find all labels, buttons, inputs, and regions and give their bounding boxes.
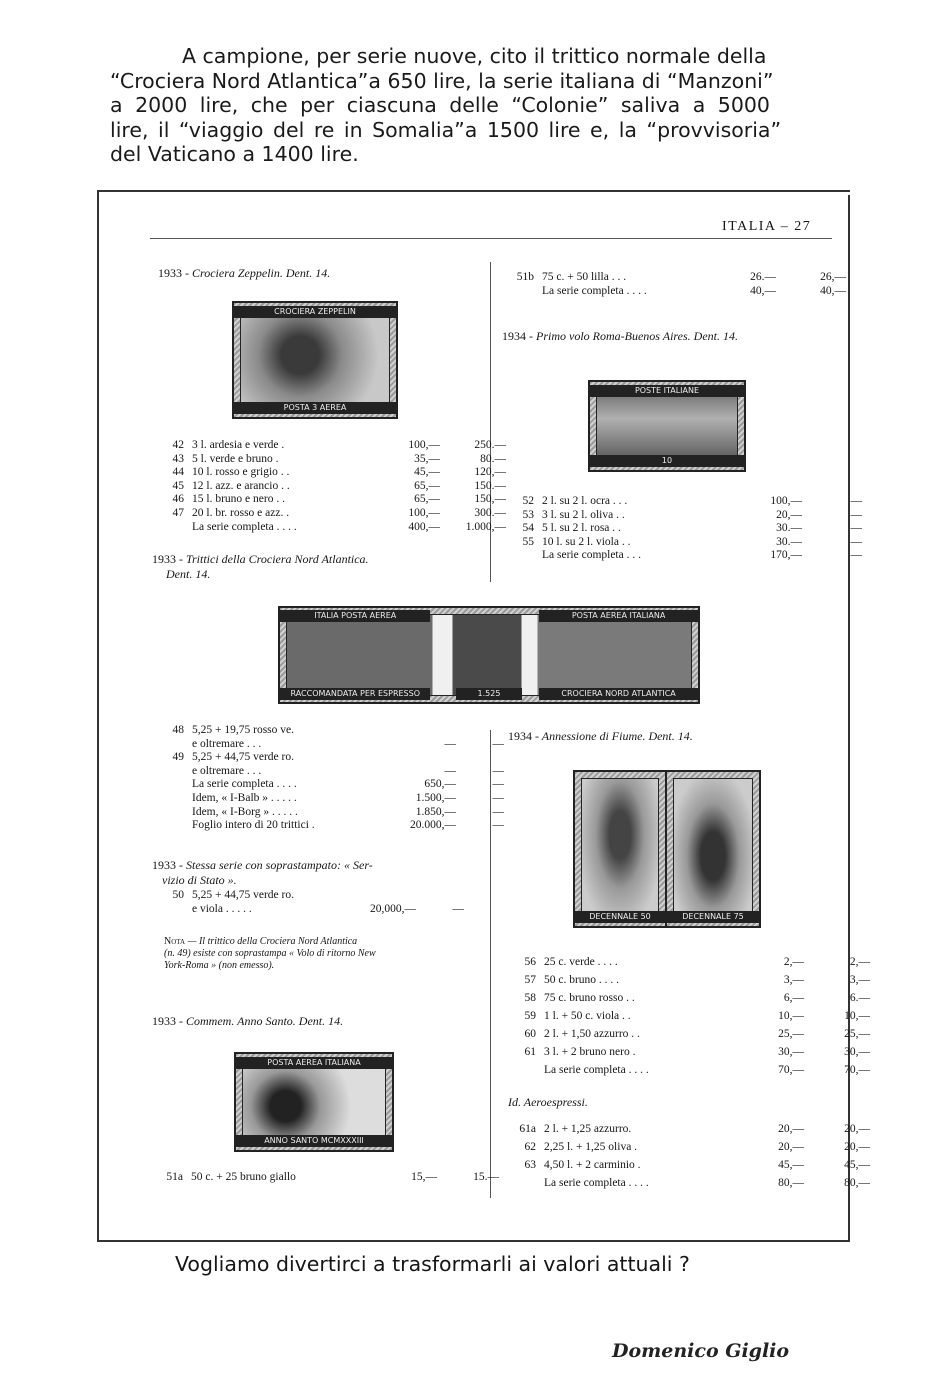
stamp-table-buenos-aires: [508, 495, 864, 563]
price-used: 250.—: [474, 439, 506, 451]
price-mint: 45,—: [414, 466, 440, 479]
price-used: 1.000,—: [465, 520, 506, 533]
price-mint: [384, 751, 458, 765]
price-used: 30,—: [844, 1046, 870, 1058]
price-mint: 10,—: [778, 1010, 804, 1022]
stamp-description: 1 l. + 50 c. viola . .: [544, 1010, 631, 1022]
price-used: —: [492, 819, 504, 832]
catalog-number: 61: [524, 1046, 536, 1058]
section-year: 1934 -: [502, 329, 533, 343]
catalog-number: 63: [524, 1159, 536, 1171]
table-row: [508, 1156, 872, 1174]
stamp-image-fiume-50: [573, 770, 667, 928]
section-title-fiume: [508, 729, 693, 744]
price-used: —: [850, 508, 862, 521]
catalog-number: [152, 792, 190, 806]
stamp-caption: DECENNALE 75: [667, 911, 759, 923]
stamp-image-buenos-aires: [588, 380, 746, 472]
price-mint: 100,—: [770, 495, 802, 507]
header-rule: [150, 238, 832, 239]
closing-question: Vogliamo divertirci a trasformarli ai valori attuali ?: [175, 1252, 690, 1276]
catalog-number: [508, 549, 540, 563]
stamp-caption: POSTA 3 AEREA: [234, 402, 396, 414]
catalog-number: 58: [524, 992, 536, 1004]
stamp-description: 75 c. bruno rosso . .: [544, 992, 635, 1004]
stamp-description: 50 c. + 25 bruno giallo: [191, 1171, 296, 1183]
stamp-caption: RACCOMANDATA PER ESPRESSO: [280, 688, 430, 700]
price-mint: 2,—: [783, 956, 804, 968]
price-mint: 15,—: [411, 1171, 437, 1183]
price-used: 10,—: [844, 1010, 870, 1022]
catalog-number: 45: [172, 479, 184, 492]
price-used: 2,—: [849, 956, 870, 968]
price-used: 80,—: [844, 1177, 870, 1189]
catalog-number: [508, 1174, 542, 1192]
table-row: [152, 819, 506, 833]
price-mint: 100,—: [408, 439, 440, 451]
section-name: Annessione di Fiume. Dent. 14.: [541, 729, 693, 743]
catalog-number: 60: [524, 1028, 536, 1040]
price-used: 300.—: [474, 506, 506, 519]
table-row: [508, 953, 872, 971]
table-row: [508, 1138, 872, 1156]
price-used: 45,—: [844, 1159, 870, 1171]
price-used: [458, 751, 506, 765]
stamp-description: 5 l. su 2 l. rosa . .: [542, 522, 621, 535]
section-title-trittici: [152, 552, 369, 582]
price-used: —: [850, 522, 862, 535]
stamp-description: La serie completa . . .: [542, 549, 641, 562]
stamp-description: Idem, « I-Balb » . . . . .: [192, 791, 297, 804]
section-name: Primo volo Roma-Buenos Aires. Dent. 14.: [536, 329, 738, 343]
stamp-image-zeppelin: [232, 301, 398, 419]
catalog-number: 49: [172, 751, 184, 764]
catalog-number: 59: [524, 1010, 536, 1022]
table-row: [508, 549, 864, 563]
stamp-description: La serie completa . . . .: [192, 778, 297, 791]
table-row: [508, 1061, 872, 1079]
price-used: 20,—: [844, 1141, 870, 1153]
stamp-description: 2 l. + 1,25 azzurro.: [544, 1123, 632, 1135]
footnote-line: York-Roma » (non emesso).: [164, 960, 275, 971]
footnote-label: Nota: [164, 936, 186, 947]
catalog-number: 53: [522, 508, 534, 521]
table-row: [152, 521, 508, 535]
table-row: [508, 509, 864, 523]
table-row: [508, 1043, 872, 1061]
price-mint: 6,—: [783, 992, 804, 1004]
table-row: [508, 536, 864, 550]
intro-line: A campione, per serie nuove, cito il trittico normale della: [182, 44, 767, 68]
price-mint: 30,—: [778, 1046, 804, 1058]
stamp-description: 3 l. + 2 bruno nero .: [544, 1046, 636, 1058]
intro-paragraph: [110, 44, 830, 167]
catalog-number: 47: [172, 506, 184, 519]
catalog-number: 52: [522, 495, 534, 507]
price-used: 26,—: [820, 271, 846, 283]
section-name: Stessa serie con soprastampato: « Ser-: [186, 858, 373, 872]
stamp-caption: POSTA AEREA ITALIANA: [539, 610, 698, 622]
price-mint: [344, 889, 418, 903]
table-row: [152, 493, 508, 507]
price-mint: 20,000,—: [370, 902, 416, 915]
catalog-number: 55: [522, 535, 534, 548]
stamp-description: La serie completa . . . .: [542, 284, 647, 297]
catalog-page-frame: [97, 190, 850, 1242]
section-name: Commem. Anno Santo. Dent. 14.: [186, 1014, 344, 1028]
price-mint: 100,—: [408, 506, 440, 519]
table-row: [508, 495, 864, 509]
section-title-servizio: [152, 858, 373, 888]
catalog-number: [508, 285, 540, 299]
frame-right-edge: [848, 195, 850, 1240]
table-row: [508, 1120, 872, 1138]
stamp-description: 25 c. verde . . . .: [544, 956, 618, 968]
stamp-table-zeppelin: [152, 439, 508, 534]
stamp-table-anno-santo: [155, 1171, 501, 1185]
table-row: [152, 889, 466, 903]
catalog-number: 61a: [519, 1123, 536, 1135]
stamp-image-anno-santo: [234, 1052, 394, 1152]
section-title-aeroespressi: Id. Aeroespressi.: [508, 1095, 588, 1109]
table-row: [152, 480, 508, 494]
stamp-description: 2 l. su 2 l. ocra . . .: [542, 495, 628, 507]
table-row: [152, 453, 508, 467]
stamp-description: e oltremare . . .: [192, 737, 262, 750]
price-mint: —: [444, 737, 456, 750]
stamp-image-fiume-75: [665, 770, 761, 928]
price-used: 25,—: [844, 1028, 870, 1040]
price-mint: 70,—: [778, 1064, 804, 1076]
price-mint: 20.000,—: [410, 819, 456, 832]
table-row: [152, 806, 506, 820]
table-row: [508, 285, 848, 299]
price-used: 15.—: [473, 1171, 499, 1183]
price-used: —: [492, 737, 504, 750]
price-mint: 65,—: [414, 493, 440, 506]
stamp-description: La serie completa . . . .: [544, 1064, 649, 1076]
price-mint: 30.—: [776, 535, 802, 548]
price-used: 20,—: [844, 1123, 870, 1135]
price-mint: 45,—: [778, 1159, 804, 1171]
price-mint: 40,—: [750, 284, 776, 297]
price-used: [418, 889, 466, 903]
stamp-caption: CROCIERA ZEPPELIN: [234, 306, 396, 318]
price-mint: 20,—: [778, 1123, 804, 1135]
price-used: 3,—: [849, 974, 870, 986]
table-row: [508, 1025, 872, 1043]
stamp-caption: DECENNALE 50: [575, 911, 665, 923]
stamp-description: 10 l. rosso e grigio . .: [192, 466, 290, 479]
section-year: 1933 -: [152, 858, 183, 872]
price-used: —: [492, 805, 504, 818]
section-title-anno-santo: [152, 1014, 343, 1029]
table-row: [152, 751, 506, 765]
price-used: 70,—: [844, 1064, 870, 1076]
price-used: —: [492, 791, 504, 804]
price-mint: [384, 724, 458, 738]
stamp-description: La serie completa . . . .: [544, 1177, 649, 1189]
catalog-number: 54: [522, 522, 534, 535]
stamp-description: 5,25 + 19,75 rosso ve.: [192, 724, 294, 736]
price-mint: 3,—: [783, 974, 804, 986]
stamp-description: 5,25 + 44,75 verde ro.: [192, 889, 294, 901]
stamp-caption: ITALIA POSTA AEREA: [280, 610, 430, 622]
section-title-zeppelin: [158, 266, 330, 281]
table-row: [152, 507, 508, 521]
table-row: [152, 738, 506, 752]
price-used: 6.—: [849, 992, 870, 1004]
catalog-number: 57: [524, 974, 536, 986]
section-year: 1933 -: [158, 266, 189, 280]
catalog-header: ITALIA – 27: [722, 219, 812, 234]
catalog-number: 56: [524, 956, 536, 968]
catalog-number: 62: [524, 1141, 536, 1153]
catalog-number: 51b: [516, 271, 534, 283]
price-mint: 20,—: [776, 508, 802, 521]
catalog-number: 51a: [166, 1171, 183, 1183]
price-used: 40,—: [820, 284, 846, 297]
catalog-number: 42: [172, 439, 184, 451]
section-year: 1933 -: [152, 1014, 183, 1028]
price-used: 150.—: [474, 479, 506, 492]
stamp-description: La serie completa . . . .: [192, 520, 297, 533]
table-row: [508, 271, 848, 285]
intro-line: “Crociera Nord Atlantica”a 650 lire, la serie italiana di “Manzoni”: [110, 68, 774, 93]
table-row: [152, 466, 508, 480]
price-used: —: [850, 549, 862, 562]
catalog-number: [508, 1061, 542, 1079]
price-mint: 65,—: [414, 479, 440, 492]
author-signature: Domenico Giglio: [612, 1340, 790, 1362]
table-row: [508, 1007, 872, 1025]
section-subtitle: vizio di Stato ».: [162, 873, 237, 887]
table-row: [152, 724, 506, 738]
table-row: [155, 1171, 501, 1185]
stamp-caption: ANNO SANTO MCMXXXIII: [236, 1135, 392, 1147]
catalog-number: 44: [172, 466, 184, 479]
stamp-description: 4,50 l. + 2 carminio .: [544, 1159, 641, 1171]
price-used: —: [492, 764, 504, 777]
stamp-description: e oltremare . . .: [192, 764, 262, 777]
stamp-caption: POSTA AEREA ITALIANA: [236, 1057, 392, 1069]
stamp-caption: 10: [590, 455, 744, 467]
price-used: —: [452, 902, 464, 915]
stamp-description: 10 l. su 2 l. viola . .: [542, 535, 631, 548]
price-mint: 25,—: [778, 1028, 804, 1040]
catalog-number: [152, 738, 190, 752]
price-mint: —: [444, 764, 456, 777]
price-used: [458, 724, 506, 738]
price-used: —: [492, 778, 504, 791]
table-row: [508, 522, 864, 536]
price-used: —: [850, 495, 862, 507]
intro-line: del Vaticano a 1400 lire.: [110, 142, 359, 166]
stamp-table-aeroespressi: [508, 1120, 872, 1192]
stamp-table-fiume: [508, 953, 872, 1079]
price-mint: 80,—: [778, 1177, 804, 1189]
price-mint: 650,—: [424, 778, 456, 791]
price-mint: 30.—: [776, 522, 802, 535]
price-mint: 170,—: [770, 549, 802, 562]
stamp-description: 50 c. bruno . . . .: [544, 974, 620, 986]
price-mint: 20,—: [778, 1141, 804, 1153]
stamp-description: 3 l. ardesia e verde .: [192, 439, 285, 451]
stamp-description: e viola . . . . .: [192, 902, 252, 915]
table-row: [508, 971, 872, 989]
intro-line: lire, il “viaggio del re in Somalia”a 1500 lire e, la “provvisoria”: [110, 117, 782, 142]
stamp-table-servizio: [152, 889, 466, 916]
intro-line: a 2000 lire, che per ciascuna delle “Colonie” saliva a 5000: [110, 93, 770, 117]
price-used: 150,—: [474, 493, 506, 506]
stamp-description: 2 l. + 1,50 azzurro . .: [544, 1028, 640, 1040]
stamp-caption: 1.525: [456, 688, 523, 700]
catalog-number: [152, 765, 190, 779]
table-row: [152, 778, 506, 792]
stamp-description: Idem, « I-Borg » . . . . .: [192, 805, 298, 818]
table-row: [508, 989, 872, 1007]
catalog-number: [152, 521, 190, 535]
section-year: 1934 -: [508, 729, 539, 743]
table-row: [152, 792, 506, 806]
section-year: 1933 -: [152, 552, 183, 566]
stamp-caption: POSTE ITALIANE: [590, 385, 744, 397]
stamp-description: 12 l. azz. e arancio . .: [192, 479, 290, 492]
price-mint: 26.—: [750, 271, 776, 283]
price-mint: 1.500,—: [415, 791, 456, 804]
stamp-description: 5 l. verde e bruno .: [192, 452, 279, 465]
stamp-table-balbo-end: [508, 271, 848, 298]
section-name: Trittici della Crociera Nord Atlantica.: [186, 552, 369, 566]
stamp-description: 5,25 + 44,75 verde ro.: [192, 751, 294, 764]
price-mint: 1.850,—: [415, 805, 456, 818]
price-used: —: [850, 535, 862, 548]
section-subtitle: Dent. 14.: [166, 567, 211, 581]
stamp-description: 20 l. br. rosso e azz. .: [192, 506, 290, 519]
catalog-number: [152, 806, 190, 820]
stamp-description: 75 c. + 50 lilla . . .: [542, 271, 627, 283]
stamp-caption: CROCIERA NORD ATLANTICA: [539, 688, 698, 700]
price-mint: 400,—: [408, 520, 440, 533]
catalog-number: [152, 903, 190, 917]
table-row: [152, 903, 466, 917]
stamp-description: 15 l. bruno e nero . .: [192, 493, 285, 506]
stamp-description: 3 l. su 2 l. oliva . .: [542, 508, 625, 521]
catalog-number: 43: [172, 452, 184, 465]
catalog-number: [152, 778, 190, 792]
stamp-description: 2,25 l. + 1,25 oliva .: [544, 1141, 638, 1153]
price-used: 120,—: [474, 466, 506, 479]
footnote: [164, 936, 376, 972]
catalog-number: [152, 819, 190, 833]
stamp-table-trittici: [152, 724, 506, 833]
table-row: [508, 1174, 872, 1192]
price-used: 80.—: [480, 452, 506, 465]
table-row: [152, 765, 506, 779]
price-mint: 35,—: [414, 452, 440, 465]
stamp-image-trittico: [278, 606, 700, 704]
footnote-line: (n. 49) esiste con soprastampa « Volo di ritorno New: [164, 948, 376, 959]
section-name: Crociera Zeppelin. Dent. 14.: [192, 266, 331, 280]
footnote-line: — Il trittico della Crociera Nord Atlantica: [187, 936, 358, 947]
table-row: [152, 439, 508, 453]
stamp-description: Foglio intero di 20 trittici .: [192, 819, 315, 832]
section-title-buenos-aires: [502, 329, 738, 344]
catalog-number: 50: [172, 889, 184, 901]
catalog-number: 48: [172, 724, 184, 736]
catalog-number: 46: [172, 493, 184, 506]
